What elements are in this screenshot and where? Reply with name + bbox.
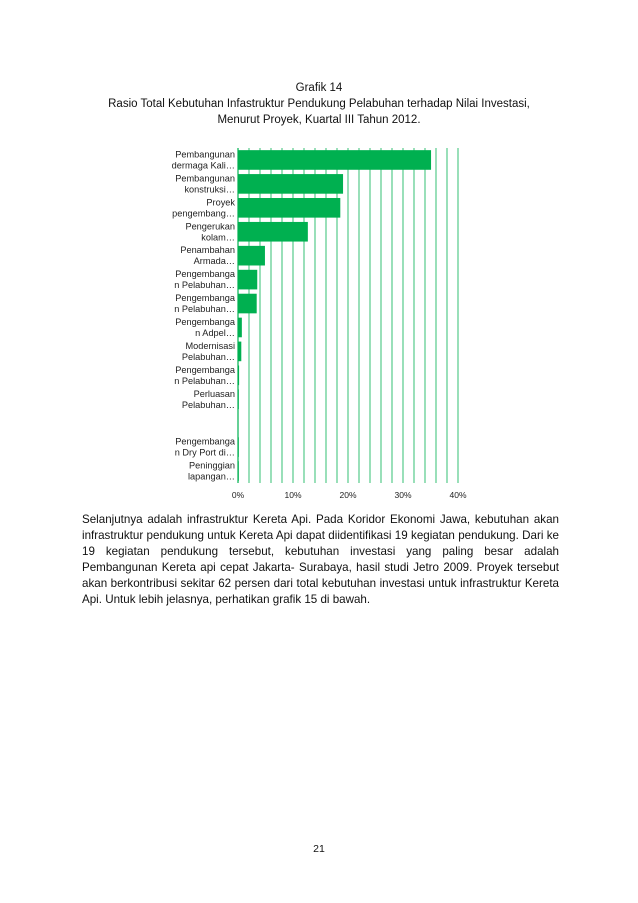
bar xyxy=(238,270,257,290)
category-label: Perluasan xyxy=(193,388,235,399)
category-label: Pengembanga xyxy=(175,364,235,375)
category-label: n Dry Port di… xyxy=(174,447,235,458)
category-label: dermaga Kali… xyxy=(171,160,235,171)
bar xyxy=(238,342,241,362)
category-label: Pengembanga xyxy=(175,269,235,280)
category-label: Pengembanga xyxy=(175,293,235,304)
x-tick-label: 10% xyxy=(284,490,302,500)
figure-label: Grafik 14 xyxy=(295,82,343,94)
bar xyxy=(238,198,340,218)
bar xyxy=(238,246,265,266)
category-label: n Pelabuhan… xyxy=(174,280,235,291)
bar xyxy=(238,366,239,386)
category-label: Pengembanga xyxy=(175,316,235,327)
category-label: lapangan… xyxy=(188,471,235,482)
category-label: Pengembanga xyxy=(175,436,235,447)
bar xyxy=(238,437,239,457)
bar xyxy=(238,222,308,242)
x-tick-label: 40% xyxy=(449,490,467,500)
category-label: kolam… xyxy=(201,232,235,243)
category-label: Peninggian xyxy=(189,460,235,471)
page-number: 21 xyxy=(313,843,325,855)
bar xyxy=(238,294,257,314)
x-tick-label: 30% xyxy=(394,490,412,500)
bar xyxy=(238,318,242,338)
category-label: n Pelabuhan… xyxy=(174,375,235,386)
bar xyxy=(238,461,239,481)
x-tick-label: 0% xyxy=(231,490,245,500)
category-label: Pembangunan xyxy=(175,173,235,184)
body-paragraph: Selanjutnya adalah infrastruktur Kereta Api. Pada Koridor Ekonomi Jawa, kebutuhan akan infrastruktur pendukung untuk Kereta Api dapat diidentifikasi 19 kegiatan pendukung. Dari ke 19 kegiatan pendukung tersebut, kebutuhan investasi yang paling besar adalah Pembangunan Kereta api cepat Jakarta- Surabaya, hasil studi Jetro 2009. Proyek tersebut akan berkontribusi sekitar 62 persen dari total kebutuhan investasi untuk infrastruktur Kereta Api. Untuk lebih jelasnya, perhatikan grafik 15 di bawah. xyxy=(82,513,559,606)
bar-chart xyxy=(150,140,470,505)
category-label: Pengerukan xyxy=(185,221,235,232)
category-label: Proyek xyxy=(206,197,235,208)
category-label: pengembang… xyxy=(172,208,235,219)
category-label: konstruksi… xyxy=(184,184,235,195)
figure-subtitle: Menurut Proyek, Kuartal III Tahun 2012. xyxy=(217,114,421,126)
category-label: Modernisasi xyxy=(185,340,235,351)
category-label: Penambahan xyxy=(180,245,235,256)
category-label: Pelabuhan… xyxy=(181,399,235,410)
figure-title: Rasio Total Kebutuhan Infastruktur Pendukung Pelabuhan terhadap Nilai Investasi, xyxy=(108,98,530,110)
bar xyxy=(238,389,239,409)
category-label: Pembangunan xyxy=(175,149,235,160)
category-label: Armada… xyxy=(193,256,235,267)
bar xyxy=(238,174,343,194)
category-label: Pelabuhan… xyxy=(181,351,235,362)
category-label: n Adpel… xyxy=(195,327,235,338)
x-tick-label: 20% xyxy=(339,490,357,500)
category-label: n Pelabuhan… xyxy=(174,304,235,315)
bar xyxy=(238,150,431,170)
